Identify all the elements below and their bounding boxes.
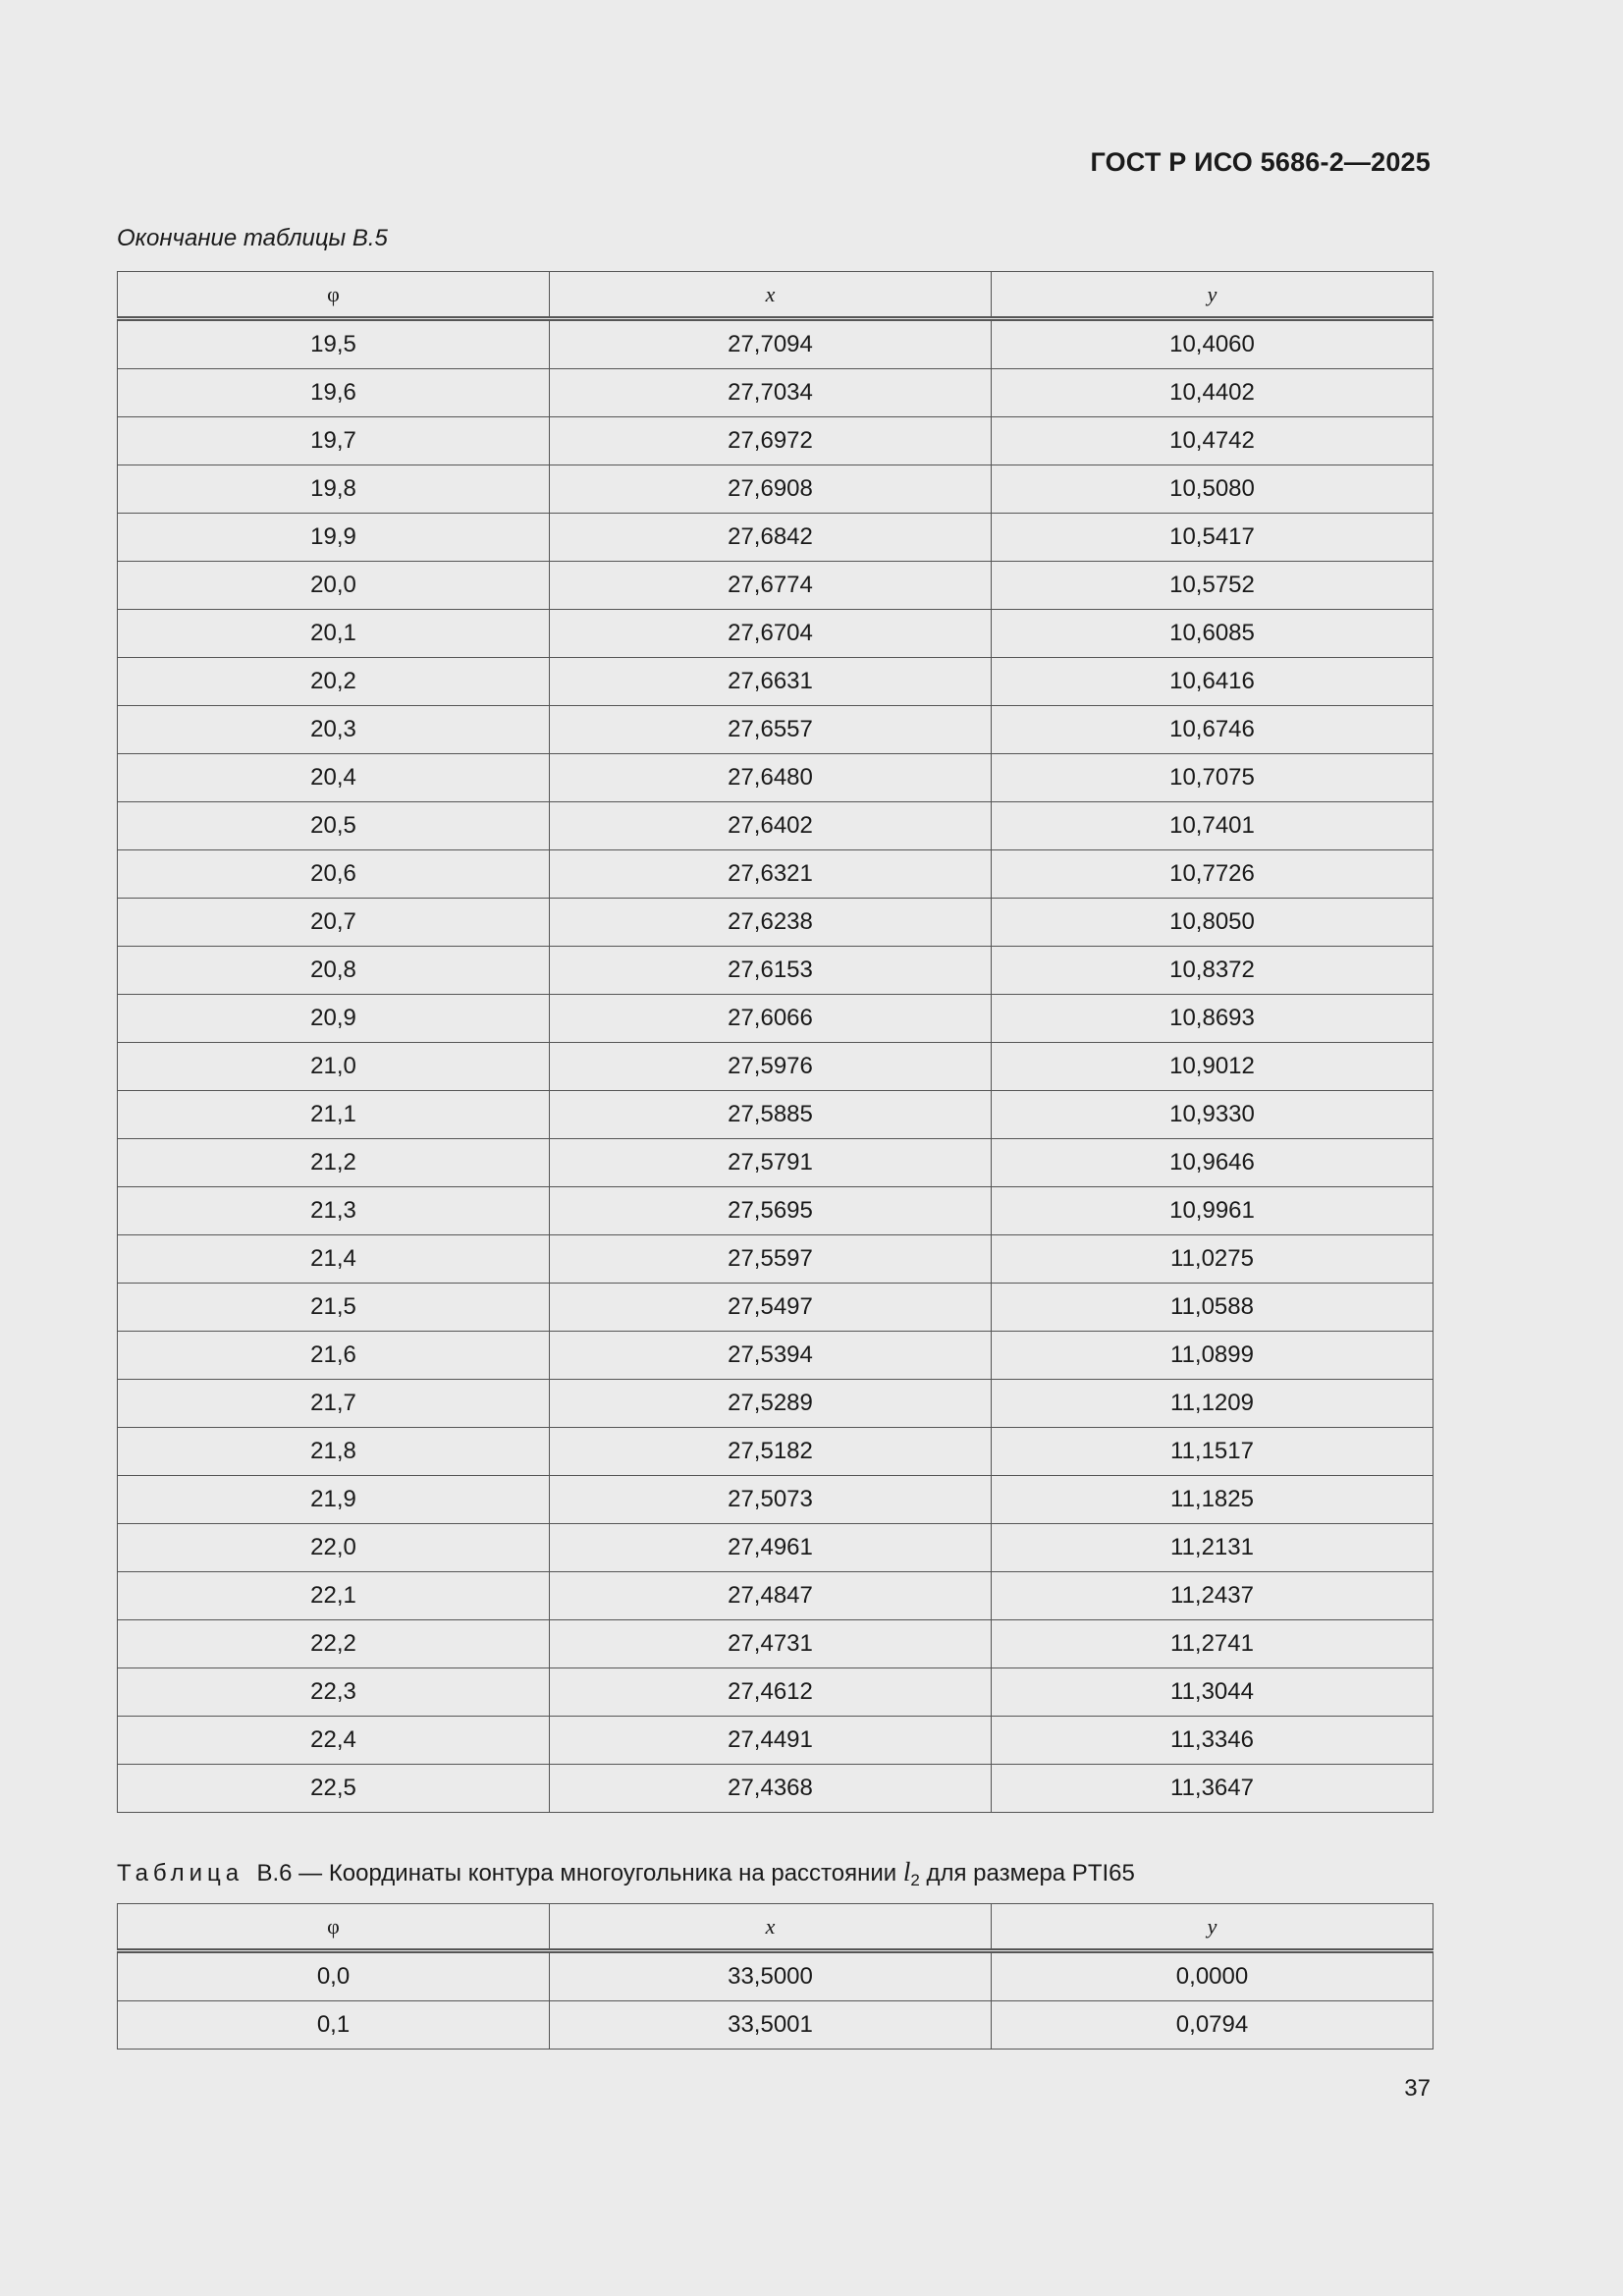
table-row bbox=[118, 1668, 1434, 1717]
table-row bbox=[118, 1620, 1434, 1668]
table-header-row bbox=[118, 272, 1434, 319]
cell-x: 27,4847 bbox=[550, 1572, 992, 1620]
cell-y: 10,7401 bbox=[992, 802, 1434, 850]
cell-x: 27,6153 bbox=[550, 947, 992, 995]
cell-x: 27,6066 bbox=[550, 995, 992, 1043]
cell-x: 27,6631 bbox=[550, 658, 992, 706]
table-row bbox=[118, 850, 1434, 899]
cell-phi: 20,9 bbox=[118, 995, 550, 1043]
table-row bbox=[118, 1380, 1434, 1428]
cell-phi: 21,9 bbox=[118, 1476, 550, 1524]
cell-phi: 22,2 bbox=[118, 1620, 550, 1668]
table-row bbox=[118, 514, 1434, 562]
cell-y: 11,3647 bbox=[992, 1765, 1434, 1813]
cell-y: 10,4742 bbox=[992, 417, 1434, 465]
cell-x: 27,5289 bbox=[550, 1380, 992, 1428]
table-row bbox=[118, 2001, 1434, 2050]
cell-phi: 21,4 bbox=[118, 1235, 550, 1284]
table-row bbox=[118, 1332, 1434, 1380]
cell-x: 27,6908 bbox=[550, 465, 992, 514]
table-row bbox=[118, 1765, 1434, 1813]
cell-x: 27,4491 bbox=[550, 1717, 992, 1765]
cell-phi: 20,1 bbox=[118, 610, 550, 658]
table-row bbox=[118, 1187, 1434, 1235]
cell-y: 11,0588 bbox=[992, 1284, 1434, 1332]
cell-phi: 0,0 bbox=[118, 1951, 550, 2001]
cell-phi: 20,6 bbox=[118, 850, 550, 899]
page-number: 37 bbox=[1404, 2075, 1431, 2102]
cell-y: 11,2741 bbox=[992, 1620, 1434, 1668]
coordinates-table-b6 bbox=[117, 1903, 1434, 2050]
cell-y: 10,6085 bbox=[992, 610, 1434, 658]
column-header-x: x bbox=[550, 1904, 992, 1951]
table-row bbox=[118, 1717, 1434, 1765]
cell-y: 10,9646 bbox=[992, 1139, 1434, 1187]
table-row bbox=[118, 802, 1434, 850]
cell-y: 10,4402 bbox=[992, 369, 1434, 417]
cell-y: 11,2437 bbox=[992, 1572, 1434, 1620]
cell-x: 27,4368 bbox=[550, 1765, 992, 1813]
coordinates-table-b5 bbox=[117, 271, 1434, 1813]
cell-phi: 21,8 bbox=[118, 1428, 550, 1476]
table-row bbox=[118, 1043, 1434, 1091]
cell-x: 27,4961 bbox=[550, 1524, 992, 1572]
cell-x: 27,4731 bbox=[550, 1620, 992, 1668]
cell-phi: 20,8 bbox=[118, 947, 550, 995]
cell-y: 11,1517 bbox=[992, 1428, 1434, 1476]
table-row bbox=[118, 754, 1434, 802]
table-header-row bbox=[118, 1904, 1434, 1951]
cell-x: 27,6480 bbox=[550, 754, 992, 802]
cell-x: 27,5791 bbox=[550, 1139, 992, 1187]
cell-y: 11,2131 bbox=[992, 1524, 1434, 1572]
document-code: ГОСТ Р ИСО 5686-2—2025 bbox=[1090, 147, 1431, 177]
table-row bbox=[118, 1091, 1434, 1139]
cell-phi: 19,9 bbox=[118, 514, 550, 562]
table-row bbox=[118, 1428, 1434, 1476]
cell-x: 33,5001 bbox=[550, 2001, 992, 2050]
table-row bbox=[118, 1139, 1434, 1187]
cell-phi: 22,0 bbox=[118, 1524, 550, 1572]
table-row bbox=[118, 465, 1434, 514]
cell-y: 10,5752 bbox=[992, 562, 1434, 610]
caption-variable-subscript: 2 bbox=[910, 1871, 920, 1889]
cell-y: 11,0275 bbox=[992, 1235, 1434, 1284]
cell-phi: 22,3 bbox=[118, 1668, 550, 1717]
cell-y: 11,3346 bbox=[992, 1717, 1434, 1765]
cell-x: 27,5885 bbox=[550, 1091, 992, 1139]
cell-y: 10,6746 bbox=[992, 706, 1434, 754]
table-row bbox=[118, 1284, 1434, 1332]
column-header-y: y bbox=[992, 1904, 1434, 1951]
cell-x: 27,5597 bbox=[550, 1235, 992, 1284]
cell-y: 10,8372 bbox=[992, 947, 1434, 995]
table-caption-number: В.6 bbox=[256, 1860, 293, 1886]
cell-phi: 20,5 bbox=[118, 802, 550, 850]
cell-x: 27,6321 bbox=[550, 850, 992, 899]
cell-y: 10,9961 bbox=[992, 1187, 1434, 1235]
cell-x: 27,5497 bbox=[550, 1284, 992, 1332]
table-row bbox=[118, 658, 1434, 706]
column-header-x: x bbox=[550, 272, 992, 319]
cell-x: 27,6557 bbox=[550, 706, 992, 754]
cell-phi: 19,5 bbox=[118, 319, 550, 369]
column-header-phi: φ bbox=[118, 1904, 550, 1951]
table-row bbox=[118, 562, 1434, 610]
caption-variable-l: l bbox=[902, 1857, 911, 1886]
cell-y: 10,4060 bbox=[992, 319, 1434, 369]
table-body bbox=[118, 319, 1434, 1813]
cell-y: 0,0794 bbox=[992, 2001, 1434, 2050]
table-caption-b6 bbox=[117, 1857, 1135, 1890]
cell-x: 27,5695 bbox=[550, 1187, 992, 1235]
table-row bbox=[118, 1476, 1434, 1524]
table-row bbox=[118, 369, 1434, 417]
table-caption-label: Таблица bbox=[117, 1860, 244, 1886]
cell-x: 27,5976 bbox=[550, 1043, 992, 1091]
cell-y: 10,6416 bbox=[992, 658, 1434, 706]
table-row bbox=[118, 319, 1434, 369]
table-body bbox=[118, 1951, 1434, 2050]
cell-phi: 22,5 bbox=[118, 1765, 550, 1813]
table-row bbox=[118, 1951, 1434, 2001]
cell-x: 27,6238 bbox=[550, 899, 992, 947]
cell-x: 27,6704 bbox=[550, 610, 992, 658]
table-row bbox=[118, 1235, 1434, 1284]
cell-phi: 20,7 bbox=[118, 899, 550, 947]
table-row bbox=[118, 610, 1434, 658]
cell-x: 27,5182 bbox=[550, 1428, 992, 1476]
cell-phi: 19,6 bbox=[118, 369, 550, 417]
cell-phi: 21,1 bbox=[118, 1091, 550, 1139]
cell-x: 27,6842 bbox=[550, 514, 992, 562]
cell-phi: 21,3 bbox=[118, 1187, 550, 1235]
cell-phi: 20,0 bbox=[118, 562, 550, 610]
cell-y: 11,3044 bbox=[992, 1668, 1434, 1717]
cell-y: 10,7726 bbox=[992, 850, 1434, 899]
cell-x: 27,4612 bbox=[550, 1668, 992, 1717]
cell-phi: 22,4 bbox=[118, 1717, 550, 1765]
table-row bbox=[118, 947, 1434, 995]
cell-phi: 20,3 bbox=[118, 706, 550, 754]
cell-y: 11,0899 bbox=[992, 1332, 1434, 1380]
cell-y: 10,9012 bbox=[992, 1043, 1434, 1091]
cell-phi: 21,0 bbox=[118, 1043, 550, 1091]
cell-x: 27,6972 bbox=[550, 417, 992, 465]
table-row bbox=[118, 1572, 1434, 1620]
table-row bbox=[118, 417, 1434, 465]
cell-y: 10,8050 bbox=[992, 899, 1434, 947]
cell-phi: 21,2 bbox=[118, 1139, 550, 1187]
cell-y: 10,8693 bbox=[992, 995, 1434, 1043]
cell-phi: 0,1 bbox=[118, 2001, 550, 2050]
cell-phi: 21,7 bbox=[118, 1380, 550, 1428]
cell-y: 11,1825 bbox=[992, 1476, 1434, 1524]
cell-y: 0,0000 bbox=[992, 1951, 1434, 2001]
cell-y: 10,9330 bbox=[992, 1091, 1434, 1139]
cell-x: 27,5073 bbox=[550, 1476, 992, 1524]
cell-x: 27,6402 bbox=[550, 802, 992, 850]
cell-phi: 19,8 bbox=[118, 465, 550, 514]
cell-y: 10,5080 bbox=[992, 465, 1434, 514]
cell-x: 27,7094 bbox=[550, 319, 992, 369]
table-continuation-caption: Окончание таблицы В.5 bbox=[117, 225, 388, 251]
column-header-phi: φ bbox=[118, 272, 550, 319]
cell-x: 27,7034 bbox=[550, 369, 992, 417]
cell-phi: 21,6 bbox=[118, 1332, 550, 1380]
table-row bbox=[118, 706, 1434, 754]
cell-phi: 22,1 bbox=[118, 1572, 550, 1620]
cell-phi: 20,2 bbox=[118, 658, 550, 706]
table-row bbox=[118, 995, 1434, 1043]
cell-y: 10,5417 bbox=[992, 514, 1434, 562]
cell-phi: 21,5 bbox=[118, 1284, 550, 1332]
table-caption-suffix: для размера PTI65 bbox=[919, 1860, 1135, 1886]
cell-x: 27,6774 bbox=[550, 562, 992, 610]
cell-x: 27,5394 bbox=[550, 1332, 992, 1380]
table-caption-prefix: — Координаты контура многоугольника на расстоянии bbox=[292, 1860, 903, 1886]
cell-x: 33,5000 bbox=[550, 1951, 992, 2001]
cell-y: 11,1209 bbox=[992, 1380, 1434, 1428]
cell-y: 10,7075 bbox=[992, 754, 1434, 802]
table-row bbox=[118, 899, 1434, 947]
table-row bbox=[118, 1524, 1434, 1572]
cell-phi: 20,4 bbox=[118, 754, 550, 802]
column-header-y: y bbox=[992, 272, 1434, 319]
cell-phi: 19,7 bbox=[118, 417, 550, 465]
